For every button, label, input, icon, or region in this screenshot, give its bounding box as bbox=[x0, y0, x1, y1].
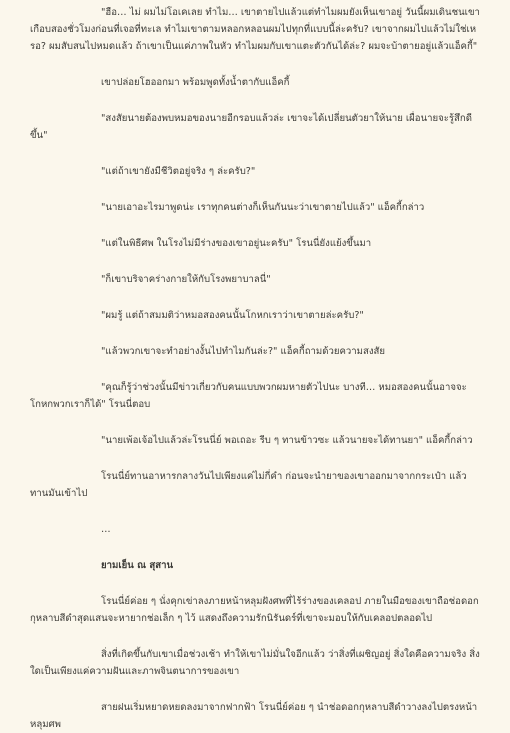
paragraph: "นายเอาอะไรมาพูดน่ะ เราทุกคนต่างก็เห็นกันนะว่าเขาตายไปแล้ว" แอ็คกี้กล่าว bbox=[101, 202, 425, 213]
paragraph: โรนนี่ย์ค่อย ๆ นั่งคุกเข่าลงภายหน้าหลุมฝังศพที่ไร้ร่างของเคลอป ภายในมือของเขาถือช่อดอกกุหลาบสีดำสุดแสนจะหายากช่อเล็ก ๆ ไว้ แสดงถึงความรักนิรันดร์ที่เขาจะมอบให้กับเคลอปตลอดไป bbox=[30, 596, 479, 624]
paragraph: "แต่ถ้าเขายังมีชีวิตอยู่จริง ๆ ล่ะครับ?" bbox=[101, 166, 256, 177]
paragraph: "ฮือ… ไม่ ผมไม่โอเคเลย ทำไม… เขาตายไปแล้วแต่ทำไมผมยังเห็นเขาอยู่ วันนี้ผมเดินชนเขาเกือบสองชั่วโมงก่อนที่เจอที่ทะเล ทำไมเขาตามหลอกหลอนผมไปทุกที่แบบนี้ล่ะครับ? เขาจากผมไปแล้วไม่ใช่เหรอ? ผมสับสนไปหมดแล้ว ถ้าเขาเป็นแค่ภาพในหัว ทำไมผมกับเขาแตะตัวกันได้ล่ะ? ผมจะบ้าตายอยู่แล้วแอ็คกี้" bbox=[30, 7, 480, 52]
paragraph: … bbox=[101, 524, 111, 535]
section-heading: ยามเย็น ณ สุสาน bbox=[101, 560, 174, 571]
paragraph: "ก็เขาบริจาคร่างกายให้กับโรงพยาบาลนี่" bbox=[101, 274, 271, 285]
paragraph: "แล้วพวกเขาจะทำอย่างงั้นไปทำไมกันล่ะ?" แอ็คกี้ถามด้วยความสงสัย bbox=[101, 346, 385, 357]
paragraph: โรนนี่ย์ทานอาหารกลางวันไปเพียงแค่ไม่กี่คำ ก่อนจะนำยาของเขาออกมาจากกระเป๋า แล้วทานมันเข้าไป bbox=[30, 471, 467, 499]
paragraph: "ผมรู้ แต่ถ้าสมมติว่าหมอสองคนนั้นโกหกเราว่าเขาตายล่ะครับ?" bbox=[101, 310, 364, 321]
paragraph: "คุณก็รู้ว่าช่วงนั้นมีข่าวเกี่ยวกับคนแบบพวกผมหายตัวไปนะ บางที… หมอสองคนนั้นอาจจะโกหกพวกเราก็ได้" โรนนี่ตอบ bbox=[30, 382, 467, 410]
paragraph: "สงสัยนายต้องพบหมอของนายอีกรอบแล้วล่ะ เขาจะได้เปลี่ยนตัวยาให้นาย เผื่อนายจะรู้สึกดีขึ้น" bbox=[30, 113, 472, 141]
paragraph: "แต่ในพิธีศพ ในโรงไม่มีร่างของเขาอยู่นะครับ" โรนนี่ยังแย้งขึ้นมา bbox=[101, 238, 372, 249]
paragraph: เขาปล่อยโฮออกมา พร้อมพูดทั้งน้ำตากับแอ็คกี้ bbox=[101, 77, 290, 88]
paragraph: "นายเพ้อเจ้อไปแล้วล่ะโรนนี่ย์ พอเถอะ รีบ ๆ ทานข้าวซะ แล้วนายจะได้ทานยา" แอ็คกี้กล่าว bbox=[101, 435, 473, 446]
paragraph: สิ่งที่เกิดขึ้นกับเขาเมื่อช่วงเช้า ทำให้เขาไม่มั่นใจอีกแล้ว ว่าสิ่งที่เผชิญอยู่ สิ่งใดคือความจริง สิ่งใดเป็นเพียงแค่ความฝันและภาพจินตนาการของเขา bbox=[30, 649, 480, 677]
paragraph: สายฝนเริ่มหยาดหยดลงมาจากฟากฟ้า โรนนี่ย์ค่อย ๆ นำช่อดอกกุหลาบสีดำวางลงไปตรงหน้าหลุมศพ bbox=[30, 702, 478, 730]
